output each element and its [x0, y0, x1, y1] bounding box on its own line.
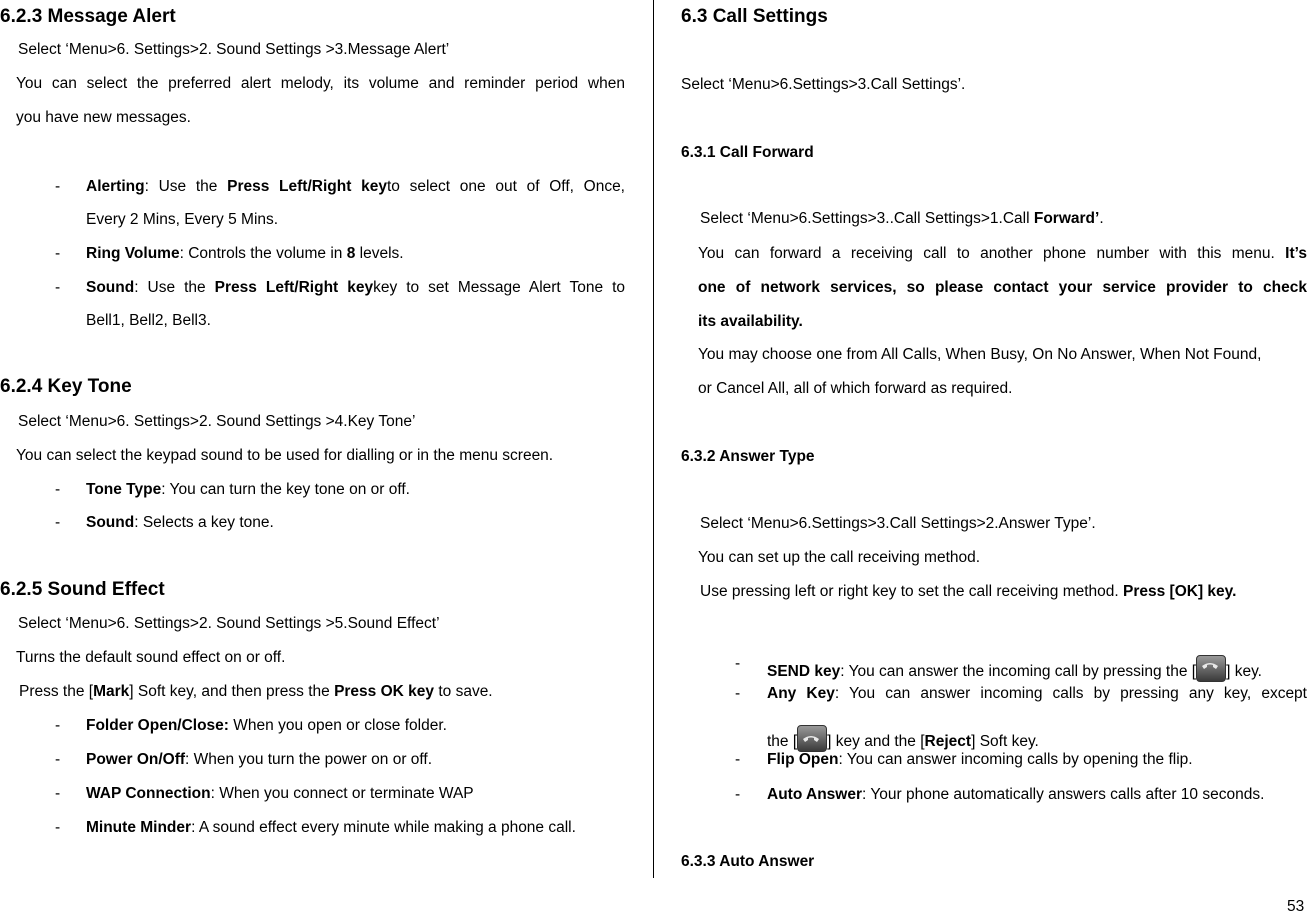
bullet-dash: - — [55, 717, 61, 734]
paragraph: You may choose one from All Calls, When Busy, On No Answer, When Not Found, — [698, 346, 1262, 363]
list-item: Sound: Use the Press Left/Right keykey to set Message Alert Tone to — [86, 279, 625, 296]
section-title-6-2-4: 6.2.4 Key Tone — [0, 376, 132, 397]
section-title-6-3-1: 6.3.1 Call Forward — [681, 144, 814, 161]
bullet-dash: - — [735, 685, 741, 702]
list-item: Auto Answer: Your phone automatically answers calls after 10 seconds. — [767, 786, 1265, 803]
list-item: Any Key: You can answer incoming calls by pressing any key, except — [767, 685, 1307, 702]
list-item: Flip Open: You can answer incoming calls by opening the flip. — [767, 751, 1193, 768]
menu-path: Select ‘Menu>6.Settings>3..Call Settings>1.Call Forward’. — [700, 210, 1104, 227]
paragraph: Press the [Mark] Soft key, and then press the Press OK key to save. — [19, 683, 493, 700]
bullet-dash: - — [55, 514, 61, 531]
paragraph: or Cancel All, all of which forward as required. — [698, 380, 1013, 397]
list-item: Sound: Selects a key tone. — [86, 514, 274, 531]
paragraph: you have new messages. — [16, 109, 191, 126]
paragraph: You can set up the call receiving method. — [698, 549, 981, 566]
menu-path: Select ‘Menu>6. Settings>2. Sound Settings >4.Key Tone’ — [18, 413, 416, 430]
column-divider — [653, 0, 654, 878]
section-title-6-3: 6.3 Call Settings — [681, 6, 828, 27]
bullet-dash: - — [55, 279, 61, 296]
list-item: WAP Connection: When you connect or terminate WAP — [86, 785, 474, 802]
menu-path: Select ‘Menu>6.Settings>3.Call Settings’. — [681, 76, 966, 93]
list-item-cont: Bell1, Bell2, Bell3. — [86, 312, 211, 329]
bullet-dash: - — [55, 785, 61, 802]
menu-path: Select ‘Menu>6.Settings>3.Call Settings>2.Answer Type’. — [700, 515, 1096, 532]
bullet-dash: - — [55, 481, 61, 498]
bullet-dash: - — [735, 751, 741, 768]
list-item-cont: Every 2 Mins, Every 5 Mins. — [86, 211, 279, 228]
menu-path: Select ‘Menu>6. Settings>2. Sound Settings >3.Message Alert’ — [18, 41, 450, 58]
paragraph: Use pressing left or right key to set the call receiving method. Press [OK] key. — [700, 583, 1237, 600]
paragraph: its availability. — [698, 313, 803, 330]
paragraph: one of network services, so please contact your service provider to check — [698, 279, 1307, 296]
list-item: Minute Minder: A sound effect every minute while making a phone call. — [86, 819, 576, 836]
list-item: Folder Open/Close: When you open or close folder. — [86, 717, 447, 734]
section-title-6-2-5: 6.2.5 Sound Effect — [0, 579, 165, 600]
bullet-dash: - — [55, 178, 61, 195]
list-item: Alerting: Use the Press Left/Right keyto select one out of Off, Once, — [86, 178, 625, 195]
bullet-dash: - — [55, 819, 61, 836]
paragraph: Turns the default sound effect on or off. — [16, 649, 286, 666]
section-title-6-2-3: 6.2.3 Message Alert — [0, 6, 176, 27]
bullet-dash: - — [55, 245, 61, 262]
bullet-dash: - — [55, 751, 61, 768]
paragraph: You can forward a receiving call to another phone number with this menu. It’s — [698, 245, 1307, 262]
list-item: SEND key: You can answer the incoming call by pressing the [ ] key. — [767, 655, 1262, 682]
list-item: Ring Volume: Controls the volume in 8 levels. — [86, 245, 404, 262]
list-item-cont: the [ ] key and the [Reject] Soft key. — [767, 725, 1039, 752]
send-key-icon — [1196, 655, 1226, 682]
page-number: 53 — [1287, 898, 1305, 915]
section-title-6-3-3: 6.3.3 Auto Answer — [681, 853, 815, 870]
list-item: Power On/Off: When you turn the power on or off. — [86, 751, 433, 768]
paragraph: You can select the keypad sound to be used for dialling or in the menu screen. — [16, 447, 554, 464]
section-title-6-3-2: 6.3.2 Answer Type — [681, 448, 815, 465]
list-item: Tone Type: You can turn the key tone on or off. — [86, 481, 410, 498]
menu-path: Select ‘Menu>6. Settings>2. Sound Settings >5.Sound Effect’ — [18, 615, 440, 632]
end-key-icon — [797, 725, 827, 752]
bullet-dash: - — [735, 786, 741, 803]
paragraph: You can select the preferred alert melody, its volume and reminder period when — [16, 75, 625, 92]
bullet-dash: - — [735, 655, 741, 672]
